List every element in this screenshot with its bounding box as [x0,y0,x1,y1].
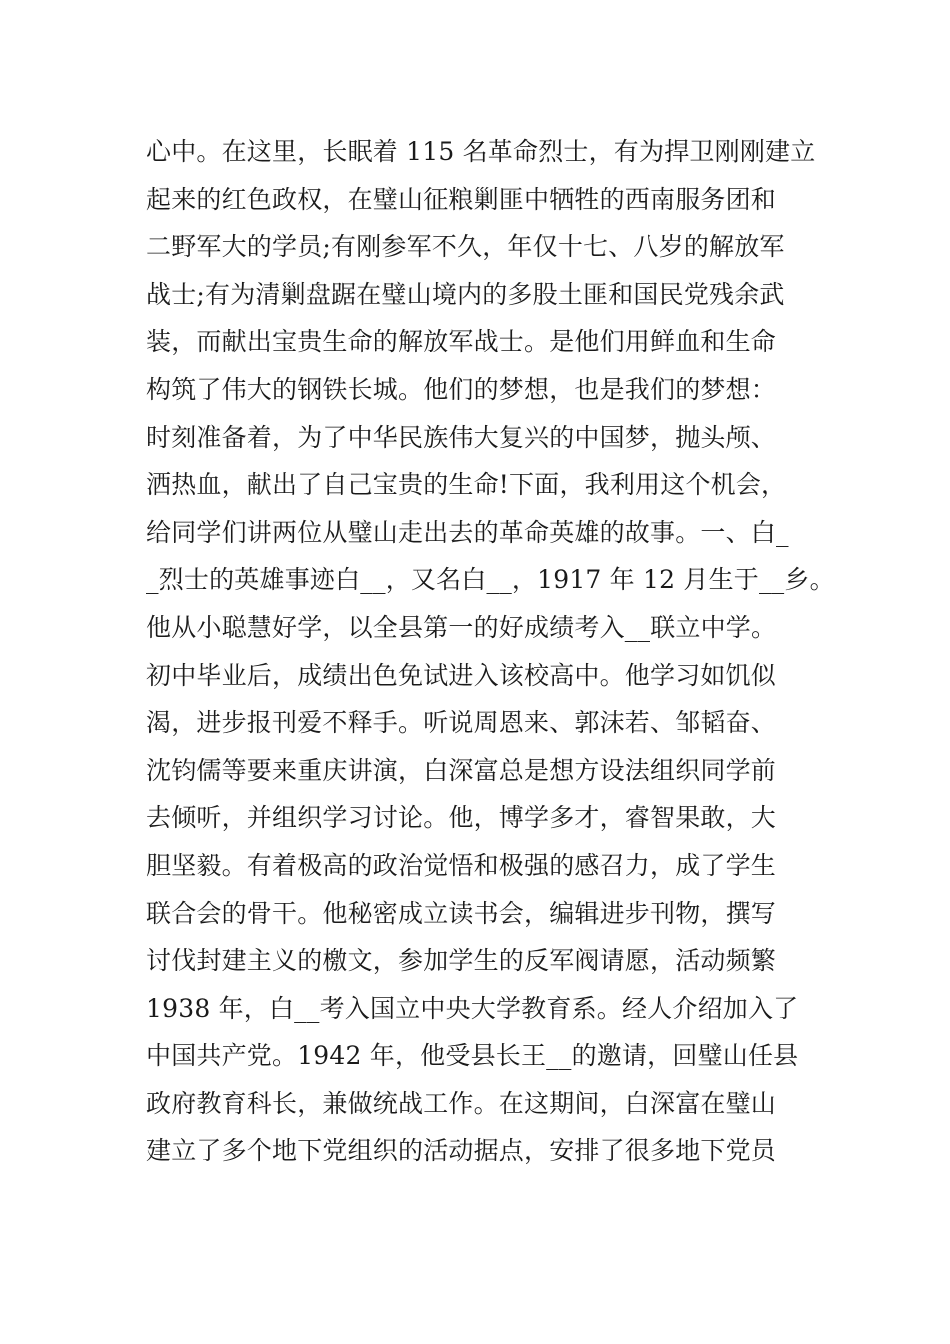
text-line: 初中毕业后，成绩出色免试进入该校高中。他学习如饥似 [146,660,777,690]
text-line: 渴，进步报刊爱不释手。听说周恩来、郭沫若、邹韬奋、 [146,708,777,738]
text-line: 构筑了伟大的钢铁长城。他们的梦想，也是我们的梦想： [146,374,777,404]
text-line: 去倾听，并组织学习讨论。他，博学多才，睿智果敢，大 [146,803,777,833]
text-line: _烈士的英雄事迹白__，又名白__，1917 年 12 月生于__乡。 [146,565,835,595]
text-line: 二野军大的学员;有刚参军不久，年仅十七、八岁的解放军 [146,232,785,262]
text-line: 政府教育科长，兼做统战工作。在这期间，白深富在璧山 [146,1088,777,1118]
text-line: 装，而献出宝贵生命的解放军战士。是他们用鲜血和生命 [146,327,777,357]
text-line: 联合会的骨干。他秘密成立读书会，编辑进步刊物，撰写 [146,898,777,928]
text-line: 中国共产党。1942 年，他受县长王__的邀请，回璧山任县 [146,1041,799,1071]
text-line: 起来的红色政权，在璧山征粮剿匪中牺牲的西南服务团和 [146,184,777,214]
text-line: 给同学们讲两位从璧山走出去的革命英雄的故事。一、白_ [146,517,789,547]
text-line: 胆坚毅。有着极高的政治觉悟和极强的感召力，成了学生 [146,850,777,880]
text-line: 洒热血，献出了自己宝贵的生命!下面，我利用这个机会， [146,470,787,500]
text-line: 沈钧儒等要来重庆讲演，白深富总是想方设法组织同学前 [146,755,777,785]
text-line: 1938 年，白__考入国立中央大学教育系。经人介绍加入了 [146,993,799,1023]
text-line: 战士;有为清剿盘踞在璧山境内的多股土匪和国民党残余武 [146,279,785,309]
body-text [146,128,836,1175]
text-line: 讨伐封建主义的檄文，参加学生的反军阀请愿，活动频繁 [146,946,777,976]
text-line: 心中。在这里，长眠着 115 名革命烈士，有为捍卫刚刚建立 [146,137,816,166]
text-line: 他从小聪慧好学，以全县第一的好成绩考入__联立中学。 [146,612,777,642]
text-line: 建立了多个地下党组织的活动据点，安排了很多地下党员 [146,1136,777,1166]
text-line: 时刻准备着，为了中华民族伟大复兴的中国梦，抛头颅、 [146,422,777,452]
